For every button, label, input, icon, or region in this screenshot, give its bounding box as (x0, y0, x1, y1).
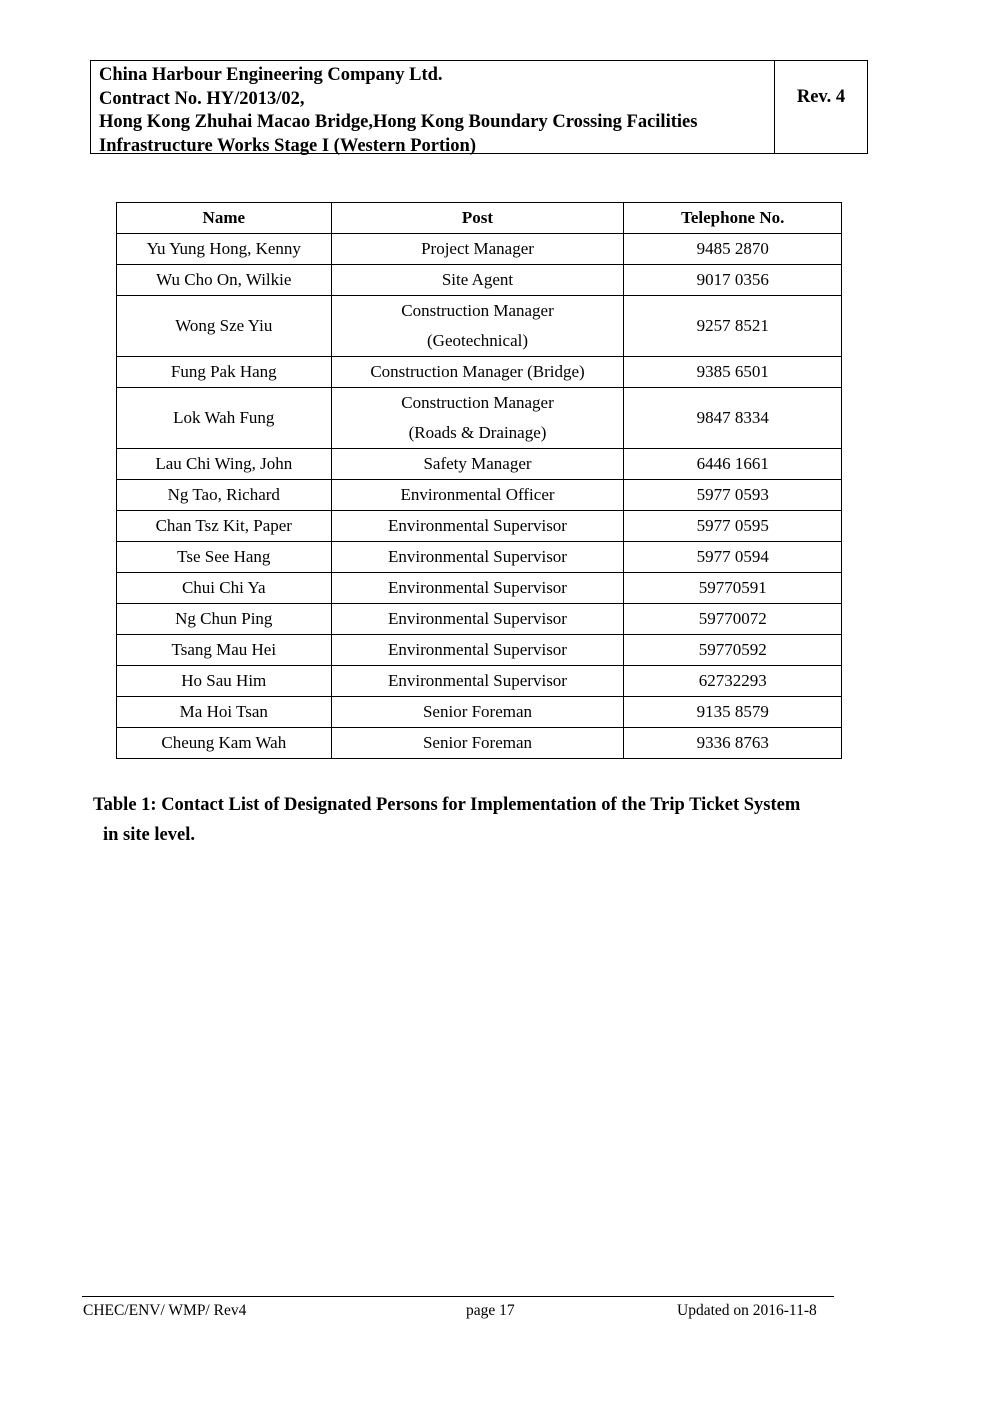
cell-post-line: Site Agent (441, 270, 514, 289)
cell-post-line: Environmental Supervisor (388, 671, 567, 690)
header-company: China Harbour Engineering Company Ltd. (99, 65, 443, 85)
cell-telephone: 9385 6501 (624, 357, 842, 388)
cell-name: Lau Chi Wing, John (117, 449, 332, 480)
header-project: Hong Kong Zhuhai Macao Bridge,Hong Kong Boundary Crossing Facilities (99, 112, 698, 132)
header-revision: Rev. 4 (796, 86, 846, 107)
column-header-name: Name (117, 203, 332, 234)
cell-telephone: 9485 2870 (624, 234, 842, 265)
cell-telephone: 5977 0595 (624, 511, 842, 542)
cell-name: Ng Tao, Richard (117, 480, 332, 511)
table-row (117, 357, 842, 388)
table-row (117, 265, 842, 296)
cell-name: Lok Wah Fung (117, 388, 332, 449)
cell-post-line: (Geotechnical) (427, 331, 528, 350)
cell-name: Fung Pak Hang (117, 357, 332, 388)
cell-telephone: 9847 8334 (624, 388, 842, 449)
cell-post (331, 666, 624, 697)
cell-telephone: 59770072 (624, 604, 842, 635)
table-row (117, 604, 842, 635)
cell-name: Tsang Mau Hei (117, 635, 332, 666)
contact-table-body (117, 234, 842, 759)
cell-post (331, 728, 624, 759)
footer-updated-date: Updated on 2016-11-8 (677, 1302, 817, 1319)
cell-post-line: Environmental Supervisor (388, 547, 567, 566)
table-row (117, 542, 842, 573)
table-row (117, 449, 842, 480)
cell-post (331, 480, 624, 511)
cell-telephone: 59770592 (624, 635, 842, 666)
cell-telephone: 62732293 (624, 666, 842, 697)
cell-telephone: 6446 1661 (624, 449, 842, 480)
cell-post (331, 511, 624, 542)
table-row (117, 296, 842, 357)
cell-post-line: Project Manager (421, 239, 534, 258)
table-row (117, 728, 842, 759)
column-header-post: Post (331, 203, 624, 234)
cell-post-line: Environmental Supervisor (388, 609, 567, 628)
cell-post (331, 388, 624, 449)
column-header-telephone: Telephone No. (624, 203, 842, 234)
header-contract: Contract No. HY/2013/02, (99, 88, 305, 109)
cell-post (331, 697, 624, 728)
header-works: Infrastructure Works Stage I (Western Portion) (99, 135, 476, 156)
cell-post (331, 573, 624, 604)
cell-post-line: Safety Manager (423, 454, 532, 473)
cell-post (331, 449, 624, 480)
cell-telephone: 9336 8763 (624, 728, 842, 759)
cell-post-line: (Roads & Drainage) (408, 423, 547, 442)
cell-name: Chui Chi Ya (117, 573, 332, 604)
cell-post-line: Construction Manager (401, 393, 554, 412)
cell-telephone: 59770591 (624, 573, 842, 604)
cell-name: Ma Hoi Tsan (117, 697, 332, 728)
cell-name: Ho Sau Him (117, 666, 332, 697)
cell-post-line: Environmental Supervisor (388, 578, 567, 597)
table-row (117, 697, 842, 728)
table-caption-line2: in site level. (103, 825, 195, 845)
cell-post (331, 357, 624, 388)
header-title-block (91, 61, 775, 156)
cell-name: Ng Chun Ping (117, 604, 332, 635)
contact-table (116, 202, 842, 759)
table-row (117, 480, 842, 511)
table-caption-line1: Table 1: Contact List of Designated Persons for Implementation of the Trip Ticket System (93, 795, 801, 815)
cell-post (331, 542, 624, 573)
cell-name: Wong Sze Yiu (117, 296, 332, 357)
cell-post-line: Environmental Supervisor (388, 516, 567, 535)
table-row (117, 388, 842, 449)
cell-post (331, 234, 624, 265)
cell-name: Chan Tsz Kit, Paper (117, 511, 332, 542)
table-row (117, 666, 842, 697)
cell-post (331, 604, 624, 635)
table-row (117, 573, 842, 604)
cell-name: Yu Yung Hong, Kenny (117, 234, 332, 265)
table-caption (93, 790, 893, 850)
cell-name: Tse See Hang (117, 542, 332, 573)
cell-post-line: Environmental Officer (400, 485, 555, 504)
footer-page-number: page 17 (466, 1302, 515, 1319)
cell-post-line: Senior Foreman (422, 702, 533, 721)
table-header-row (117, 203, 842, 234)
cell-name: Cheung Kam Wah (117, 728, 332, 759)
cell-post (331, 635, 624, 666)
table-row (117, 511, 842, 542)
cell-telephone: 5977 0593 (624, 480, 842, 511)
cell-post-line: Construction Manager (Bridge) (370, 362, 585, 381)
cell-telephone: 9135 8579 (624, 697, 842, 728)
cell-telephone: 5977 0594 (624, 542, 842, 573)
cell-post-line: Environmental Supervisor (388, 640, 567, 659)
document-header (90, 60, 868, 154)
table-row (117, 234, 842, 265)
cell-telephone: 9257 8521 (624, 296, 842, 357)
cell-post-line: Senior Foreman (422, 733, 533, 752)
cell-post (331, 265, 624, 296)
footer-doc-ref: CHEC/ENV/ WMP/ Rev4 (83, 1302, 247, 1319)
cell-name: Wu Cho On, Wilkie (117, 265, 332, 296)
cell-post-line: Construction Manager (401, 301, 554, 320)
cell-post (331, 296, 624, 357)
footer-divider (82, 1296, 834, 1297)
table-row (117, 635, 842, 666)
cell-telephone: 9017 0356 (624, 265, 842, 296)
